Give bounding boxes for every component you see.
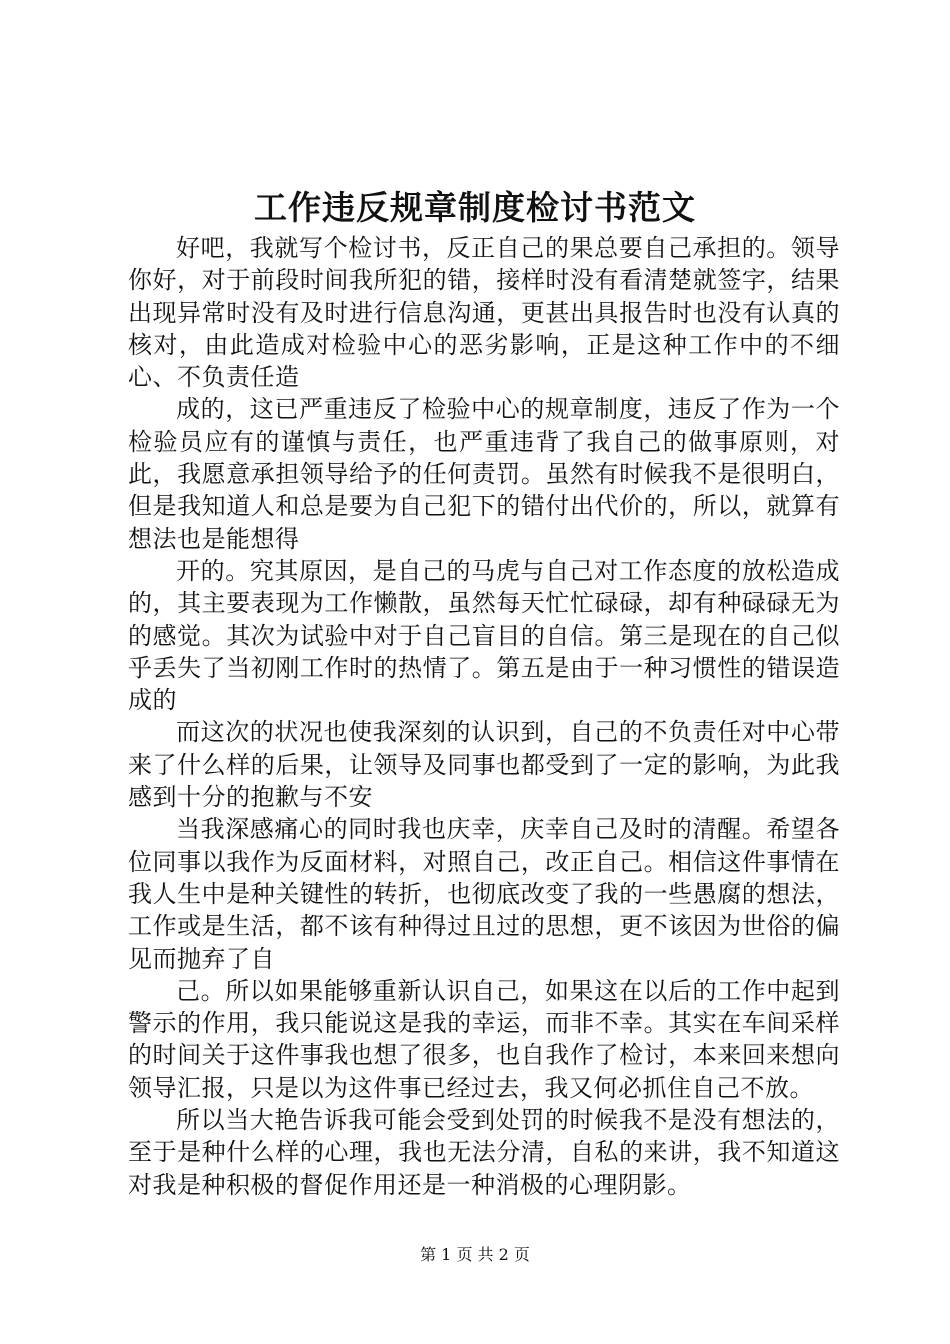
paragraph: 当我深感痛心的同时我也庆幸，庆幸自己及时的清醒。希望各位同事以我作为反面材料，对照自己，改正自己。相信这件事情在我人生中是种关键性的转折，也彻底改变了我的一些愚腐的想法，工作或是生活，都不该有种得过且过的思想，更不该因为世俗的偏见而抛弃了自 bbox=[128, 815, 840, 973]
paragraph: 己。所以如果能够重新认识自己，如果这在以后的工作中起到警示的作用，我只能说这是我的幸运，而非不幸。其实在车间采样的时间关于这件事我也想了很多，也自我作了检讨，本来回来想向领导汇报，只是以为这件事已经过去，我又何必抓住自己不放。 bbox=[128, 976, 840, 1102]
document-title: 工作违反规章制度检讨书范文 bbox=[254, 188, 696, 227]
page-number-footer: 第 1 页 共 2 页 bbox=[420, 1245, 530, 1264]
paragraph: 好吧，我就写个检讨书，反正自己的果总要自己承担的。领导你好，对于前段时间我所犯的错，接样时没有看清楚就签字，结果出现异常时没有及时进行信息沟通，更甚出具报告时也没有认真的核对，由此造成对检验中心的恶劣影响，正是这种工作中的不细心、不负责任造 bbox=[128, 234, 840, 392]
paragraph: 而这次的状况也使我深刻的认识到，自己的不负责任对中心带来了什么样的后果，让领导及同事也都受到了一定的影响，为此我感到十分的抱歉与不安 bbox=[128, 718, 840, 812]
document-body bbox=[128, 232, 840, 1201]
paragraph: 成的，这已严重违反了检验中心的规章制度，违反了作为一个检验员应有的谨慎与责任，也严重违背了我自己的做事原则，对此，我愿意承担领导给予的任何责罚。虽然有时候我不是很明白，但是我知道人和总是要为自己犯下的错付出代价的，所以，就算有想法也是能想得 bbox=[128, 395, 840, 553]
paragraph: 所以当大艳告诉我可能会受到处罚的时候我不是没有想法的，至于是种什么样的心理，我也无法分清，自私的来讲，我不知道这对我是种积极的督促作用还是一种消极的心理阴影。 bbox=[128, 1106, 840, 1199]
paragraph: 开的。究其原因，是自己的马虎与自己对工作态度的放松造成的，其主要表现为工作懒散，虽然每天忙忙碌碌，却有种碌碌无为的感觉。其次为试验中对于自己盲目的自信。第三是现在的自己似乎丢失了当初刚工作时的热情了。第五是由于一种习惯性的错误造成的 bbox=[128, 556, 840, 715]
